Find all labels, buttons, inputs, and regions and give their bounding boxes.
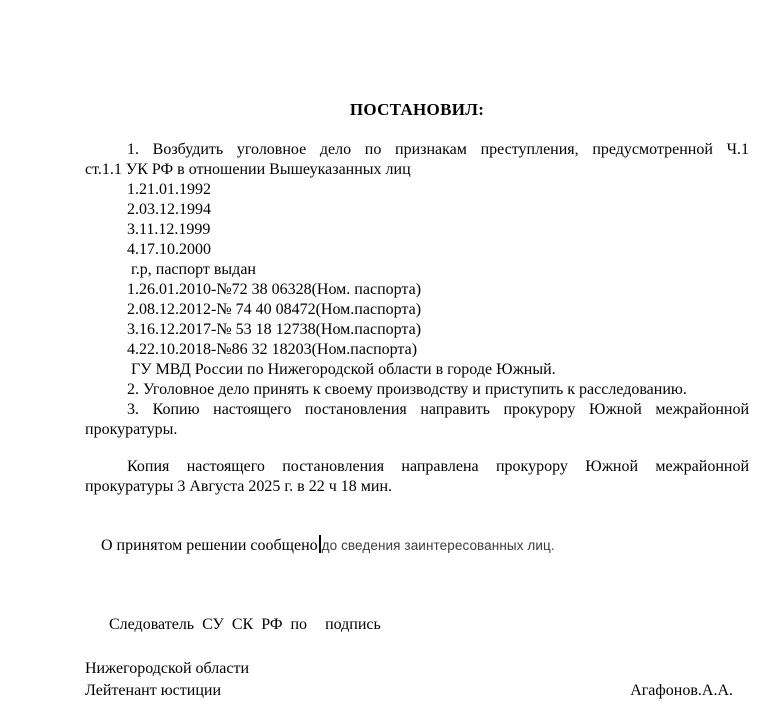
decision-line bbox=[85, 515, 749, 576]
passport-item: 4.22.10.2018-№86 32 18203(Ном.паспорта) bbox=[127, 341, 418, 358]
investigator-name: Агафонов.А.А. bbox=[630, 682, 733, 699]
investigator-role-line-1: Следователь СУ СК РФ по bbox=[109, 616, 308, 633]
birth-suffix-line: г.р, паспорт выдан bbox=[127, 261, 256, 278]
decision-inserted-text: до сведения заинтересованных лиц. bbox=[321, 538, 555, 553]
passport-item: 3.16.12.2017-№ 53 18 12738(Ном.паспорта) bbox=[127, 321, 422, 338]
birth-date-item: 1.21.01.1992 bbox=[127, 181, 211, 198]
copy-paragraph-line-1: Копия настоящего постановления направлена прокурору Южной межрайонной bbox=[127, 458, 749, 475]
paragraph-2: 2. Уголовное дело принять к своему производству и приступить к расследованию. bbox=[127, 381, 687, 398]
passport-item: 2.08.12.2012-№ 74 40 08472(Ном.паспорта) bbox=[127, 301, 422, 318]
paragraph-1 bbox=[85, 140, 749, 180]
document-title: ПОСТАНОВИЛ: bbox=[349, 100, 485, 119]
signature-line-1 bbox=[85, 592, 749, 658]
copy-paragraph-line-2: прокуратуры 3 Августа 2025 г. в 22 ч 18 мин. bbox=[85, 478, 392, 495]
birth-date-item: 4.17.10.2000 bbox=[127, 241, 211, 258]
birth-date-item: 2.03.12.1994 bbox=[127, 201, 211, 218]
passport-item: 1.26.01.2010-№72 38 06328(Ном. паспорта) bbox=[127, 281, 422, 298]
copy-paragraph bbox=[85, 457, 749, 497]
investigator-rank: Лейтенант юстиции bbox=[85, 682, 222, 699]
paragraph-1-line-2: ст.1.1 УК РФ в отношении Вышеуказанных лиц bbox=[85, 161, 411, 178]
paragraph-1-line-1: 1. Возбудить уголовное дело по признакам преступления, предусмотренной Ч.1 bbox=[127, 141, 749, 158]
paragraph-3 bbox=[85, 400, 749, 440]
signature-line-3 bbox=[85, 680, 749, 702]
investigator-role-line-2: Нижегородской области bbox=[85, 660, 250, 677]
paragraph-3-line-1: 3. Копию настоящего постановления направить прокурору Южной межрайонной bbox=[127, 401, 749, 418]
decision-serif-text: О принятом решении сообщено bbox=[101, 537, 318, 554]
text-cursor bbox=[319, 535, 321, 553]
birth-date-list bbox=[85, 180, 749, 260]
signature-block bbox=[85, 592, 749, 702]
birth-date-item: 3.11.12.1999 bbox=[127, 221, 211, 238]
issuer-line: ГУ МВД России по Нижегородской области в городе Южный. bbox=[127, 361, 556, 378]
signature-placeholder: подпись bbox=[325, 616, 381, 633]
paragraph-3-line-2: прокуратуры. bbox=[85, 421, 178, 438]
passport-list bbox=[85, 280, 749, 360]
